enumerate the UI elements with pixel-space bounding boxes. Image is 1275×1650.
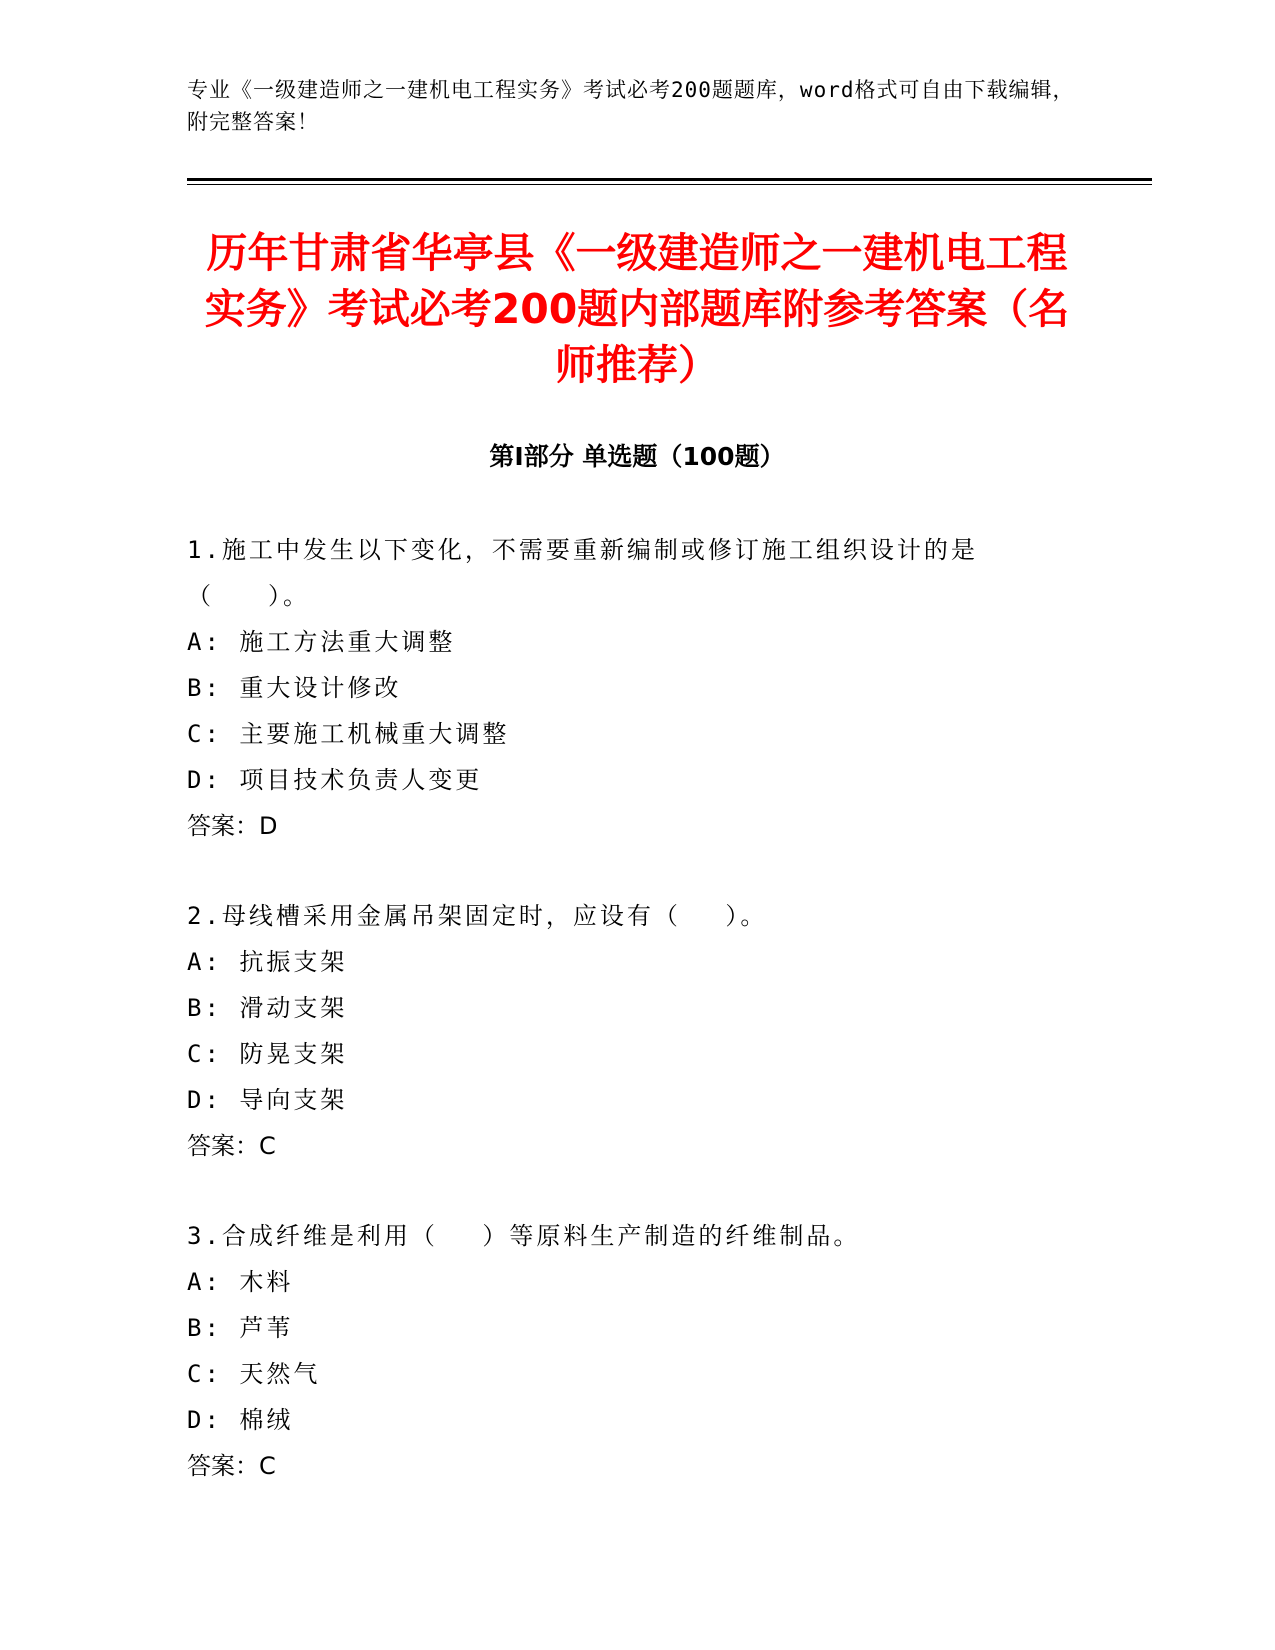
option-a: A: 抗振支架	[187, 948, 348, 976]
option-b: B: 芦苇	[187, 1314, 294, 1342]
answer-line: 答案：C	[187, 1452, 276, 1480]
section-heading: 第Ⅰ部分 单选题（100题）	[489, 442, 785, 471]
option-a: A: 施工方法重大调整	[187, 628, 456, 656]
option-c: C: 主要施工机械重大调整	[187, 720, 510, 748]
option-d: D: 导向支架	[187, 1086, 348, 1114]
question-stem: 1.施工中发生以下变化，不需要重新编制或修订施工组织设计的是（ ）。	[187, 536, 978, 610]
answer-line: 答案：C	[187, 1132, 276, 1160]
header-note: 专业《一级建造师之一建机电工程实务》考试必考200题题库，word格式可自由下载编辑，附完整答案！	[187, 78, 1075, 134]
question-stem: 3.合成纤维是利用（ ）等原料生产制造的纤维制品。	[187, 1222, 861, 1250]
option-a: A: 木料	[187, 1268, 294, 1296]
header-rule-thick	[187, 178, 1152, 181]
option-b: B: 重大设计修改	[187, 674, 402, 702]
header-rule-thin	[187, 184, 1152, 185]
question-1	[187, 527, 1077, 849]
option-d: D: 项目技术负责人变更	[187, 766, 483, 794]
question-list	[187, 527, 1077, 1533]
answer-line: 答案：D	[187, 812, 278, 840]
question-stem: 2.母线槽采用金属吊架固定时，应设有（ ）。	[187, 902, 768, 930]
question-3	[187, 1213, 1077, 1489]
option-d: D: 棉绒	[187, 1406, 294, 1434]
document-title: 历年甘肃省华亭县《一级建造师之一建机电工程实务》考试必考200题内部题库附参考答案（名师推荐）	[204, 229, 1070, 389]
option-c: C: 天然气	[187, 1360, 321, 1388]
option-b: B: 滑动支架	[187, 994, 348, 1022]
question-2	[187, 893, 1077, 1169]
option-c: C: 防晃支架	[187, 1040, 348, 1068]
